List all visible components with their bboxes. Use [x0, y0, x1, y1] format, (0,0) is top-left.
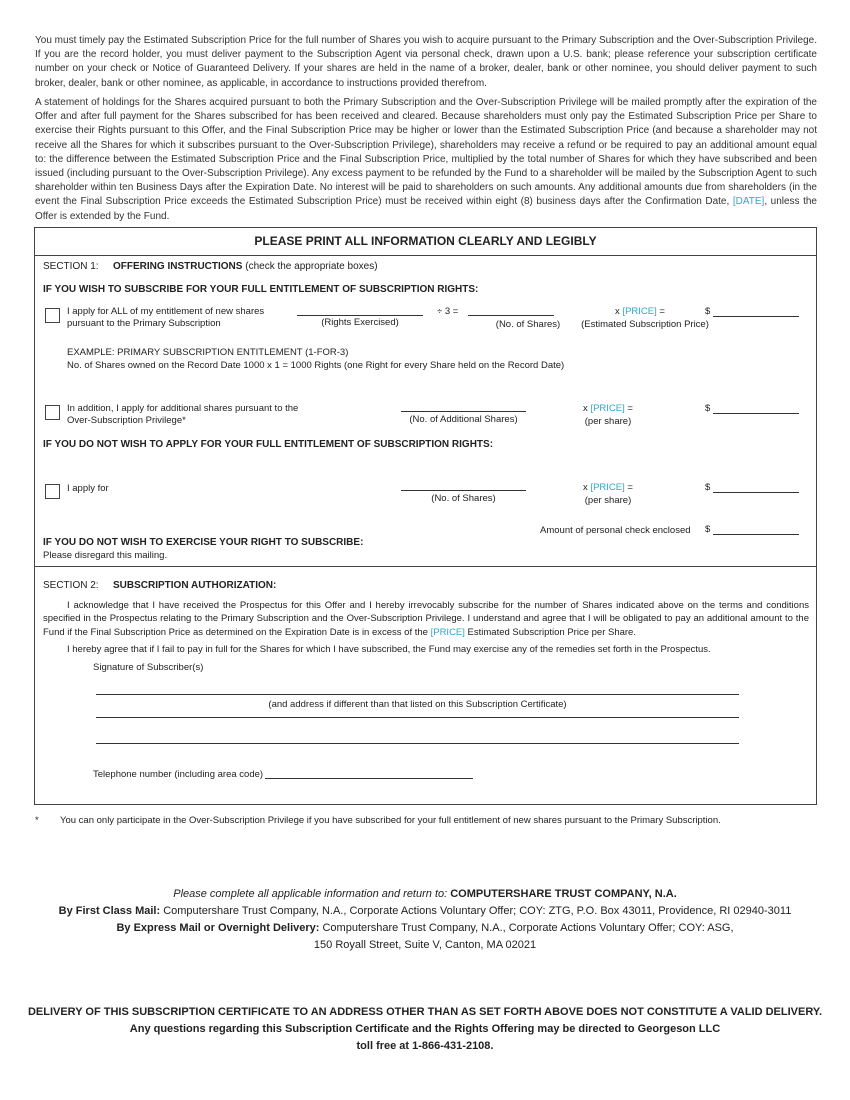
footnote-mark: * [35, 815, 39, 826]
address-field-2[interactable] [96, 743, 739, 744]
partial-entitlement-heading: IF YOU DO NOT WISH TO APPLY FOR YOUR FULL ENTITLEMENT OF SUBSCRIPTION RIGHTS: [43, 439, 494, 450]
ack-text-end: Estimated Subscription Price per Share. [464, 626, 636, 638]
acknowledgement-text [43, 599, 809, 639]
check-amount-label: Amount of personal check enclosed [540, 525, 691, 536]
toll-free-line: toll free at 1-866-431-2108. [356, 1040, 494, 1052]
primary-subscription-checkbox[interactable] [45, 308, 60, 323]
number-of-shares-caption: (No. of Shares) [495, 319, 561, 330]
phone-field[interactable] [265, 778, 473, 779]
footnote-text: You can only participate in the Over-Subscription Privilege if you have subscribed for your full entitlement of new shares pursuant to the Primary Subscription. [60, 815, 721, 826]
intro-paragraph-payment: You must timely pay the Estimated Subscription Price for the full number of Shares you wish to acquire pursuant to the Primary Subscription and the Over-Subscription Privilege. If you are the record holder, you must deliver payment to the Subscription Agent via personal check, drawn upon a U.S. bank; please reference your subscription certificate number on your check or Notice of Guaranteed Delivery. If your shares are held in the name of a broker, dealer, bank or other nominee, you should deliver payment to such broker, dealer, bank or other nominee, as applicable, in accordance to instructions provided therefrom. [35, 35, 817, 89]
dollar-sign: $ [705, 482, 711, 493]
section1-label: SECTION 1: [43, 261, 99, 272]
return-intro: Please complete all applicable information and return to: [173, 888, 448, 900]
number-of-shares-field[interactable] [468, 315, 554, 316]
per-share-caption: (per share) [584, 495, 632, 506]
partial-subscription-label: I apply for [67, 483, 109, 494]
additional-shares-field[interactable] [401, 411, 526, 412]
full-entitlement-heading: IF YOU WISH TO SUBSCRIBE FOR YOUR FULL ENTITLEMENT OF SUBSCRIPTION RIGHTS: [43, 284, 479, 295]
price-placeholder: [PRICE] [430, 626, 465, 638]
intro-text: A statement of holdings for the Shares acquired pursuant to both the Primary Subscription and the Over-Subscription Privilege will be mailed promptly after the expiration of the Offer and after full payment for the Shares subscribed for has been received and cleared. Because shareholders must only pay the Estimated Subscription Price per Share to exercise their Rights pursuant to this Offer, and the Final Subscription Price may be higher or lower than the Estimated Subscription Price (and because a shareholder may not receive all the Shares for which it subscribes pursuant to the Over-Subscription Privilege), shareholders may receive a refund or be required to pay an additional amount equal to: the difference between the Estimated Subscription Price and the Final Subscription Price, multiplied by the total number of Shares for which they have subscribed and been issued (including pursuant to the Over-Subscription Privilege). Any excess payment to be refunded by the Fund to a shareholder will be mailed by the Subscription Agent to such shareholder within ten Business Days after the Expiration Date. No interest will be paid to shareholders on such amounts. Any additional amounts due from shareholders (in the event the Final Subscription Price exceeds the Estimated Subscription Price) must be received within eight (8) business days after the Confirmation Date, [35, 97, 817, 208]
over-amount-field[interactable] [713, 413, 799, 414]
equals-sign: = [627, 482, 633, 493]
delivery-warning: DELIVERY OF THIS SUBSCRIPTION CERTIFICATE TO AN ADDRESS OTHER THAN AS SET FORTH ABOVE DOES NOT CONSTITUTE A VALID DELIVERY. [27, 1006, 823, 1018]
section1-note: (check the appropriate boxes) [245, 261, 378, 272]
price-placeholder: [PRICE] [590, 403, 625, 414]
primary-subscription-label [67, 306, 264, 330]
section1-heading [113, 261, 378, 272]
rights-exercised-field[interactable] [297, 315, 423, 316]
estimated-price-caption: (Estimated Subscription Price) [581, 319, 709, 330]
return-to-line [0, 886, 850, 904]
partial-shares-caption: (No. of Shares) [431, 493, 496, 504]
primary-line2: pursuant to the Primary Subscription [67, 318, 221, 329]
partial-shares-field[interactable] [401, 490, 526, 491]
dollar-sign: $ [705, 524, 711, 535]
estimated-price-formula [590, 306, 690, 318]
partial-amount-field[interactable] [713, 492, 799, 493]
questions-line: Any questions regarding this Subscription Certificate and the Rights Offering may be directed to Georgeson LLC [129, 1023, 721, 1035]
express-address: Computershare Trust Company, N.A., Corporate Actions Voluntary Offer; COY: ASG, [322, 922, 734, 934]
phone-label: Telephone number (including area code) [93, 769, 264, 780]
subscription-form [34, 227, 817, 805]
price-placeholder: [PRICE] [590, 482, 625, 493]
over-subscription-checkbox[interactable] [45, 405, 60, 420]
dollar-sign: $ [705, 306, 711, 317]
section2-title: SUBSCRIPTION AUTHORIZATION: [113, 580, 277, 591]
times-sign: x [583, 403, 588, 414]
price-placeholder: [PRICE] [622, 306, 657, 317]
partial-subscription-checkbox[interactable] [45, 484, 60, 499]
no-exercise-text: Please disregard this mailing. [43, 550, 168, 561]
ack-text: I acknowledge that I have received the Prospectus for this Offer and I hereby irrevocably subscribe for the number of Shares indicated above on the terms and conditions specified in the Prospectus relating to the Primary Subscription and the Over-Subscription Privilege. I understand and agree that I will be obligated to pay an additional amount to the Fund if the Final Subscription Price as determined on the Expiration Date is in excess of the [43, 600, 809, 638]
over-subscription-label [67, 403, 298, 427]
example-text: No. of Shares owned on the Record Date 1000 x 1 = 1000 Rights (one Right for every Share held on the Record Date) [67, 360, 565, 371]
primary-amount-field[interactable] [713, 316, 799, 317]
rights-exercised-caption: (Rights Exercised) [321, 317, 399, 328]
over-line2: Over-Subscription Privilege* [67, 415, 186, 426]
signature-label: Signature of Subscriber(s) [93, 662, 204, 673]
intro-paragraph-statement [35, 96, 817, 224]
intro-text-end: , unless the Offer is extended by the Fund. [35, 196, 817, 222]
over-line1: In addition, I apply for additional shares pursuant to the [67, 403, 299, 414]
date-placeholder: [DATE] [732, 196, 765, 208]
remedies-text: I hereby agree that if I fail to pay in full for the Shares for which I have subscribed, the Fund may exercise any of the remedies set forth in the Prospectus. [67, 644, 711, 655]
signature-field[interactable] [96, 694, 739, 695]
company-name: COMPUTERSHARE TRUST COMPANY, N.A. [450, 888, 677, 900]
first-class-mail-line [0, 903, 850, 921]
section1-title: OFFERING INSTRUCTIONS [113, 261, 243, 272]
first-class-label: By First Class Mail: [58, 905, 161, 917]
over-price-formula [558, 403, 658, 415]
divide-by-three: ÷ 3 = [437, 306, 459, 317]
equals-sign: = [659, 306, 665, 317]
per-share-caption: (per share) [584, 416, 632, 427]
equals-sign: = [627, 403, 633, 414]
express-mail-line [0, 920, 850, 938]
section-divider [35, 566, 816, 567]
address-caption: (and address if different than that listed on this Subscription Certificate) [268, 699, 567, 710]
dollar-sign: $ [705, 403, 711, 414]
express-label: By Express Mail or Overnight Delivery: [116, 922, 320, 934]
no-exercise-heading: IF YOU DO NOT WISH TO EXERCISE YOUR RIGHT TO SUBSCRIBE: [43, 537, 364, 548]
form-header: PLEASE PRINT ALL INFORMATION CLEARLY AND LEGIBLY [35, 228, 816, 256]
primary-line1: I apply for ALL of my entitlement of new shares [67, 306, 265, 317]
additional-shares-caption: (No. of Additional Shares) [409, 414, 518, 425]
example-title: EXAMPLE: PRIMARY SUBSCRIPTION ENTITLEMENT (1-FOR-3) [67, 347, 349, 358]
first-class-address: Computershare Trust Company, N.A., Corporate Actions Voluntary Offer; COY: ZTG, P.O. Box 43011, Providence, RI 02940-3011 [163, 905, 792, 917]
check-amount-field[interactable] [713, 534, 799, 535]
partial-price-formula [558, 482, 658, 494]
express-address-line2: 150 Royall Street, Suite V, Canton, MA 02021 [313, 939, 537, 951]
times-sign: x [583, 482, 588, 493]
address-field-1[interactable] [96, 717, 739, 718]
section2-label: SECTION 2: [43, 580, 99, 591]
times-sign: x [615, 306, 620, 317]
